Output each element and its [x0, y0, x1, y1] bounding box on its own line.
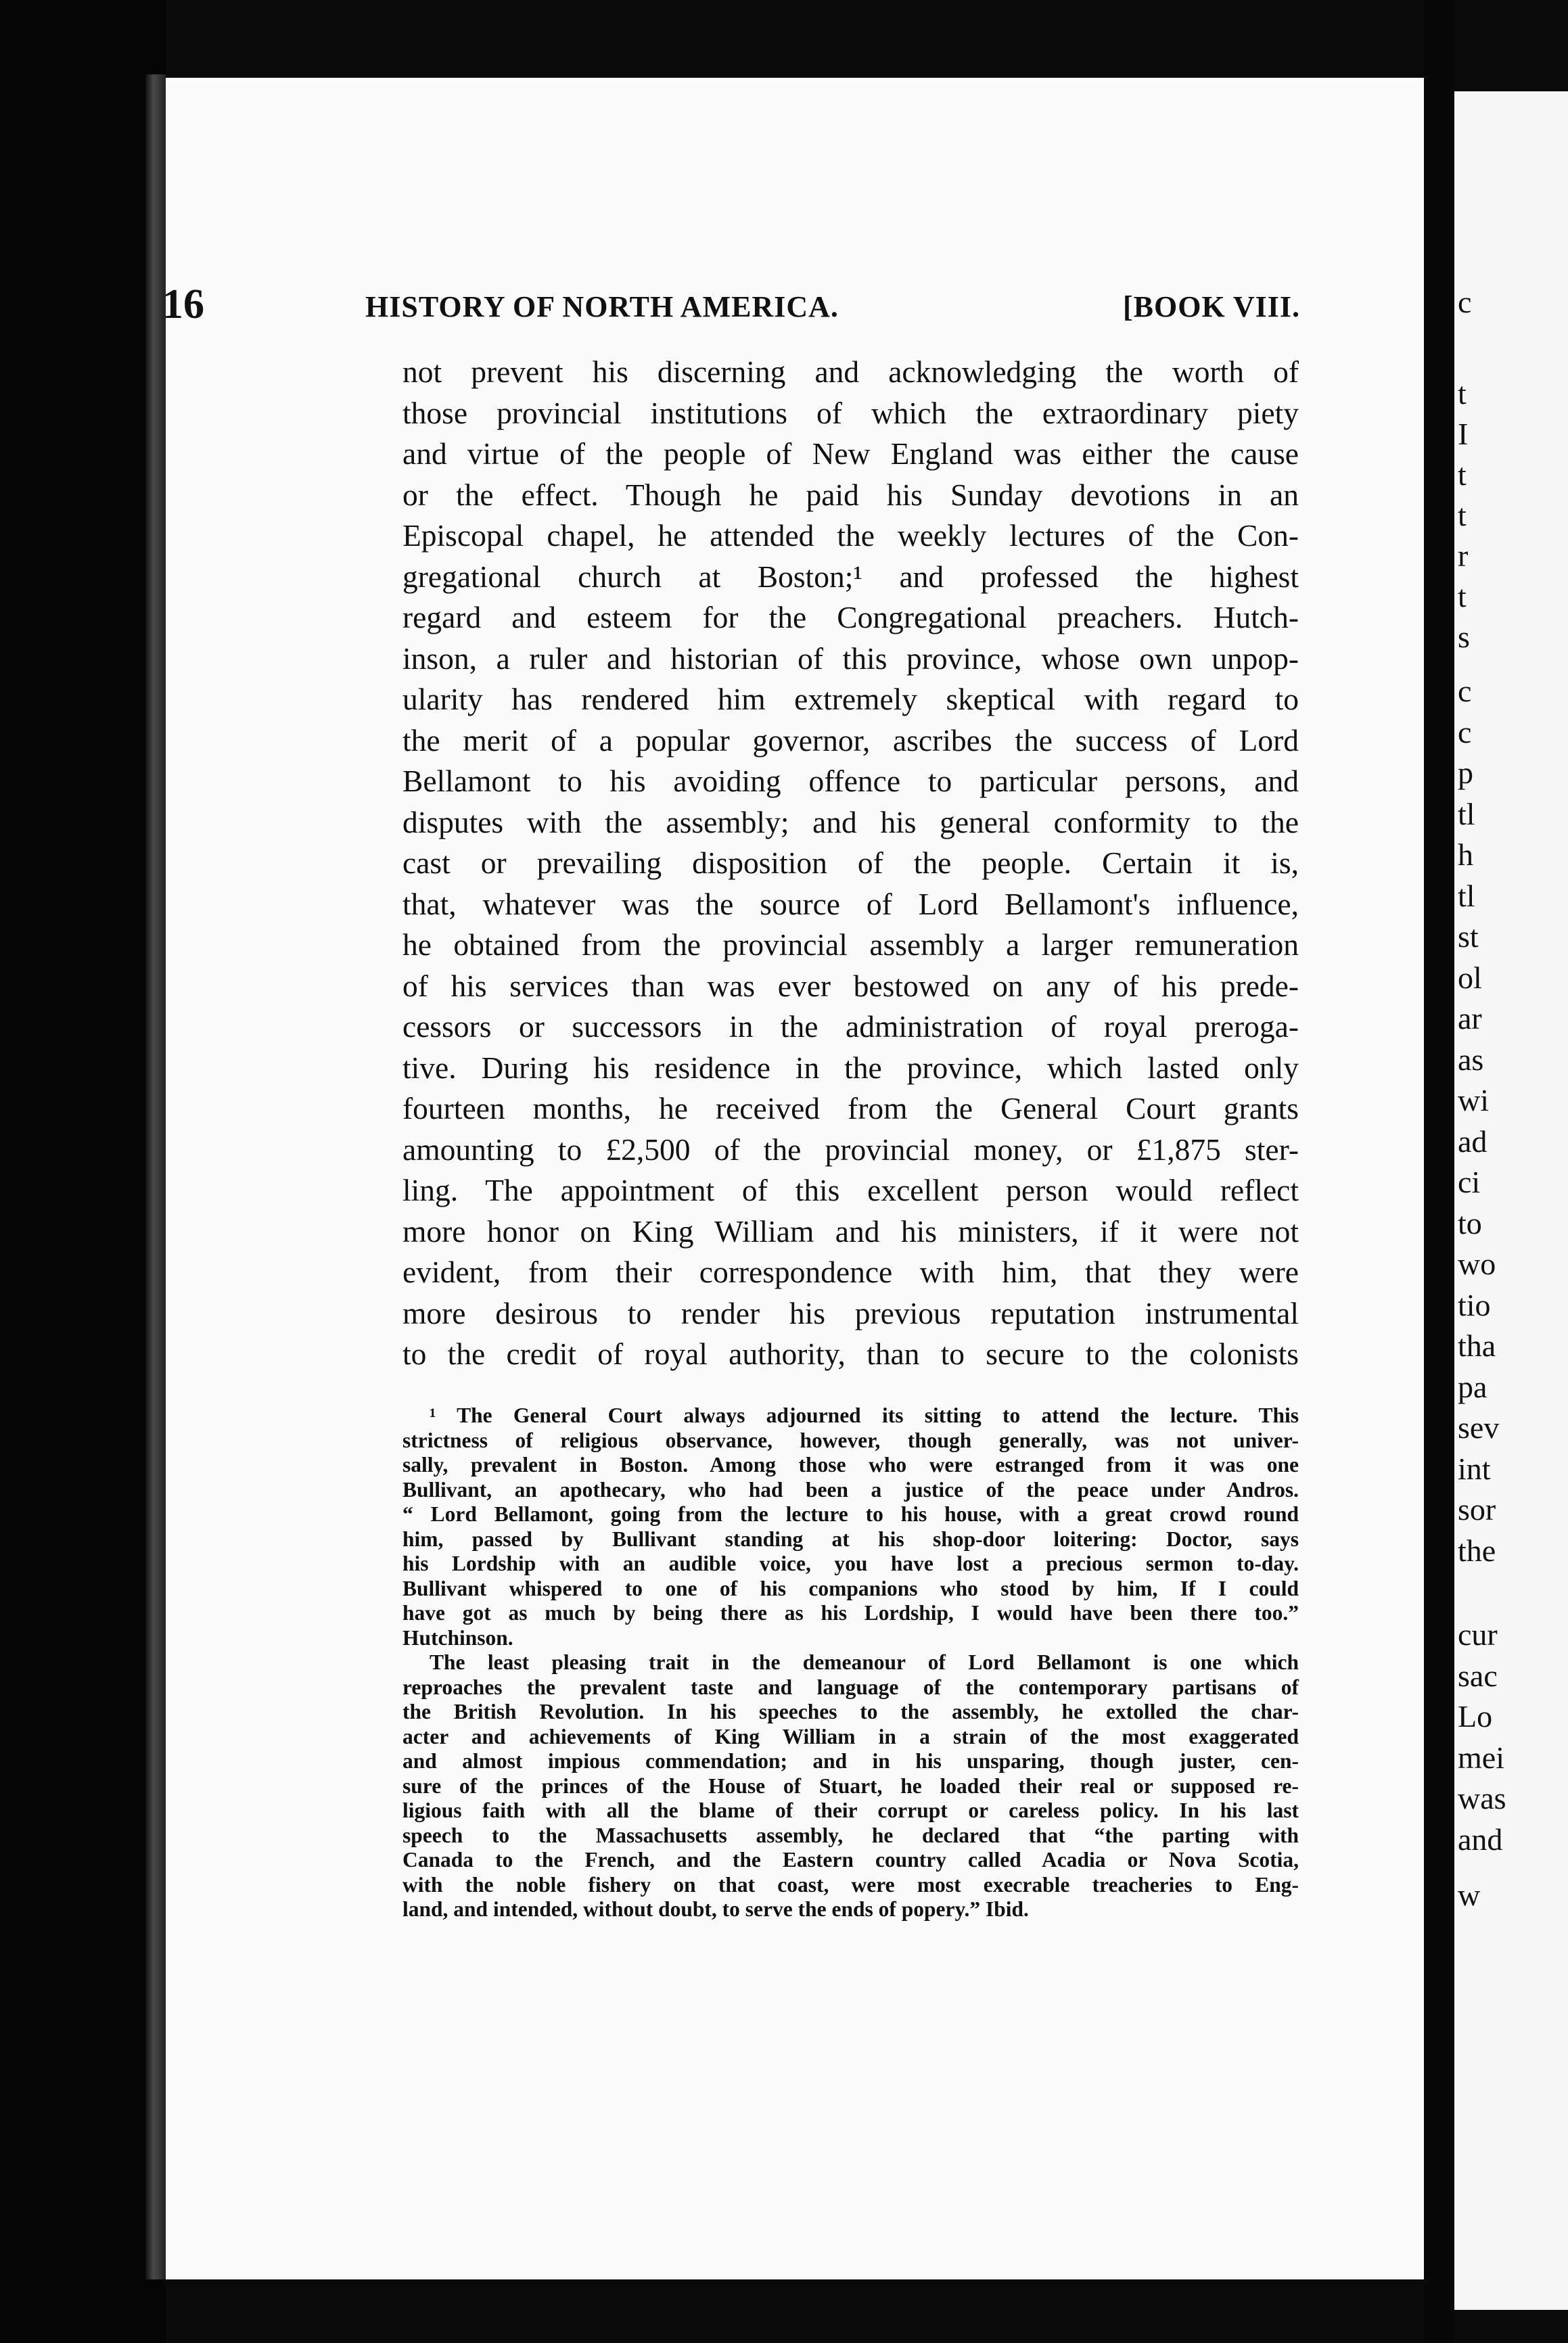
body-line: amounting to £2,500 of the provincial money, or £1,875 ster-	[402, 1132, 1299, 1167]
adjacent-page-fragment: as	[1458, 1042, 1484, 1077]
body-line: Bellamont to his avoiding offence to particular persons, and	[402, 764, 1299, 798]
running-head-title: HISTORY OF NORTH AMERICA.	[365, 290, 839, 323]
adjacent-page-fragment: was	[1458, 1781, 1506, 1815]
adjacent-page-fragment: int	[1458, 1451, 1491, 1486]
adjacent-page-fragment: t	[1458, 457, 1467, 492]
body-line: of his services than was ever bestowed on any of his prede-	[402, 968, 1299, 1003]
body-line: to the credit of royal authority, than to secure to the colonists	[402, 1337, 1299, 1371]
gutter	[1424, 0, 1454, 2343]
footnote-line: reproaches the prevalent taste and language of the contemporary partisans of	[402, 1675, 1299, 1699]
adjacent-page-fragment: ci	[1458, 1165, 1481, 1199]
body-line: cast or prevailing disposition of the people. Certain it is,	[402, 845, 1299, 880]
body-line: regard and esteem for the Congregational preachers. Hutch-	[402, 600, 1299, 634]
body-line: ularity has rendered him extremely skeptical with regard to	[402, 682, 1299, 716]
body-line: more desirous to render his previous reputation instrumental	[402, 1295, 1299, 1330]
body-text	[402, 352, 1299, 1375]
adjacent-page-fragment: tl	[1458, 796, 1475, 831]
footnote-line: sure of the princes of the House of Stuart, he loaded their real or supposed re-	[402, 1773, 1299, 1798]
adjacent-page-fragment: Lo	[1458, 1699, 1493, 1734]
adjacent-page-fragment: the	[1458, 1533, 1496, 1568]
adjacent-page-fragment: wo	[1458, 1247, 1496, 1281]
adjacent-page	[1454, 91, 1568, 2310]
body-line: he obtained from the provincial assembly a larger remuneration	[402, 927, 1299, 962]
adjacent-page-fragment: and	[1458, 1822, 1503, 1857]
adjacent-page-fragment: w	[1458, 1878, 1481, 1912]
running-head-book: [BOOK VIII.	[1123, 290, 1301, 323]
adjacent-page-fragment: tl	[1458, 878, 1475, 913]
body-line: Episcopal chapel, he attended the weekly lectures of the Con-	[402, 518, 1299, 553]
footnote-line: acter and achievements of King William in a strain of the most exaggerated	[402, 1724, 1299, 1748]
adjacent-page-fragment: h	[1458, 837, 1473, 872]
adjacent-page-fragment: t	[1458, 376, 1467, 411]
adjacent-page-fragment: ar	[1458, 1001, 1482, 1036]
footnote-line: the British Revolution. In his speeches to the assembly, he extolled the char-	[402, 1700, 1299, 1723]
adjacent-page-fragment: tio	[1458, 1287, 1491, 1322]
adjacent-page-fragment: pa	[1458, 1369, 1488, 1404]
body-line: disputes with the assembly; and his general conformity to the	[402, 804, 1299, 839]
adjacent-page-fragment: cur	[1458, 1617, 1498, 1652]
adjacent-page-fragment: s	[1458, 620, 1470, 654]
footnote-line: Bullivant whispered to one of his companions who stood by him, If I could	[402, 1576, 1299, 1600]
adjacent-page-fragment: mei	[1458, 1740, 1504, 1775]
body-line: evident, from their correspondence with him, that they were	[402, 1255, 1299, 1289]
adjacent-page-fragment: c	[1458, 285, 1472, 319]
body-line: gregational church at Boston;¹ and professed the highest	[402, 559, 1299, 594]
footnote-line: ¹ The General Court always adjourned its sitting to attend the lecture. This	[430, 1404, 1299, 1427]
footnote-line: ligious faith with all the blame of their corrupt or careless policy. In his last	[402, 1799, 1299, 1822]
adjacent-page-fragment: sac	[1458, 1658, 1498, 1693]
adjacent-page-fragment: sor	[1458, 1492, 1496, 1527]
footnote-line: him, passed by Bullivant standing at his shop-door loitering: Doctor, says	[402, 1527, 1299, 1551]
footnote-line: speech to the Massachusetts assembly, he declared that “the parting with	[402, 1823, 1299, 1847]
footnote-line: Hutchinson.	[402, 1625, 513, 1650]
body-line: cessors or successors in the administration of royal preroga-	[402, 1009, 1299, 1044]
adjacent-page-fragment: wi	[1458, 1083, 1489, 1117]
page-stack-edge	[145, 74, 166, 2279]
body-line: more honor on King William and his ministers, if it were not	[402, 1213, 1299, 1249]
body-line: tive. During his residence in the province, which lasted only	[402, 1050, 1299, 1085]
adjacent-page-fragment: ad	[1458, 1123, 1488, 1159]
footnote-line: strictness of religious observance, however, though generally, was not univer-	[402, 1428, 1299, 1452]
footnote-line: his Lordship with an audible voice, you have lost a precious sermon to-day.	[402, 1552, 1299, 1575]
page-number: 16	[162, 281, 204, 327]
footnote-line: Bullivant, an apothecary, who had been a justice of the peace under Andros.	[402, 1477, 1299, 1502]
adjacent-page-fragment: t	[1458, 579, 1467, 613]
footnote-line: with the noble fishery on that coast, were most execrable treacheries to Eng-	[402, 1872, 1299, 1897]
adjacent-page-fragment: to	[1458, 1205, 1482, 1240]
footnote-line: sally, prevalent in Boston. Among those who were estranged from it was one	[402, 1453, 1299, 1477]
footnote-line: have got as much by being there as his Lordship, I would have been there too.”	[402, 1601, 1299, 1625]
adjacent-page-fragment: I	[1458, 417, 1469, 451]
adjacent-page-fragment: tha	[1458, 1328, 1496, 1363]
body-line: not prevent his discerning and acknowledging the worth of	[402, 354, 1299, 389]
adjacent-page-fragment: r	[1458, 538, 1469, 573]
footnote-line: “ Lord Bellamont, going from the lecture to his house, with a great crowd round	[402, 1502, 1299, 1526]
body-line: ling. The appointment of this excellent person would reflect	[402, 1173, 1299, 1207]
adjacent-page-fragment: c	[1458, 714, 1472, 749]
book-binding	[0, 0, 166, 2343]
adjacent-page-fragment: sev	[1458, 1410, 1500, 1445]
footnote-line: land, and intended, without doubt, to serve the ends of popery.” Ibid.	[402, 1897, 1029, 1921]
adjacent-page-fragment: t	[1458, 498, 1467, 532]
body-line: the merit of a popular governor, ascribes the success of Lord	[402, 722, 1299, 758]
body-line: that, whatever was the source of Lord Bellamont's influence,	[402, 886, 1299, 921]
footnote-line: The least pleasing trait in the demeanour of Lord Bellamont is one which	[430, 1650, 1299, 1674]
adjacent-page-fragment: st	[1458, 919, 1479, 954]
footnotes	[402, 1404, 1299, 1922]
body-line: those provincial institutions of which the extraordinary piety	[402, 395, 1299, 430]
body-line: or the effect. Though he paid his Sunday devotions in an	[402, 477, 1299, 512]
body-line: fourteen months, he received from the General Court grants	[402, 1091, 1299, 1126]
footnote-line: and almost impious commendation; and in his unsparing, though juster, cen-	[402, 1749, 1299, 1773]
body-line: and virtue of the people of New England was either the cause	[402, 436, 1299, 471]
adjacent-page-fragment: ol	[1458, 960, 1482, 995]
body-line: inson, a ruler and historian of this province, whose own unpop-	[402, 641, 1299, 676]
adjacent-page-fragment: p	[1458, 756, 1473, 790]
footnote-line: Canada to the French, and the Eastern country called Acadia or Nova Scotia,	[402, 1848, 1299, 1872]
adjacent-page-fragment: c	[1458, 674, 1472, 708]
